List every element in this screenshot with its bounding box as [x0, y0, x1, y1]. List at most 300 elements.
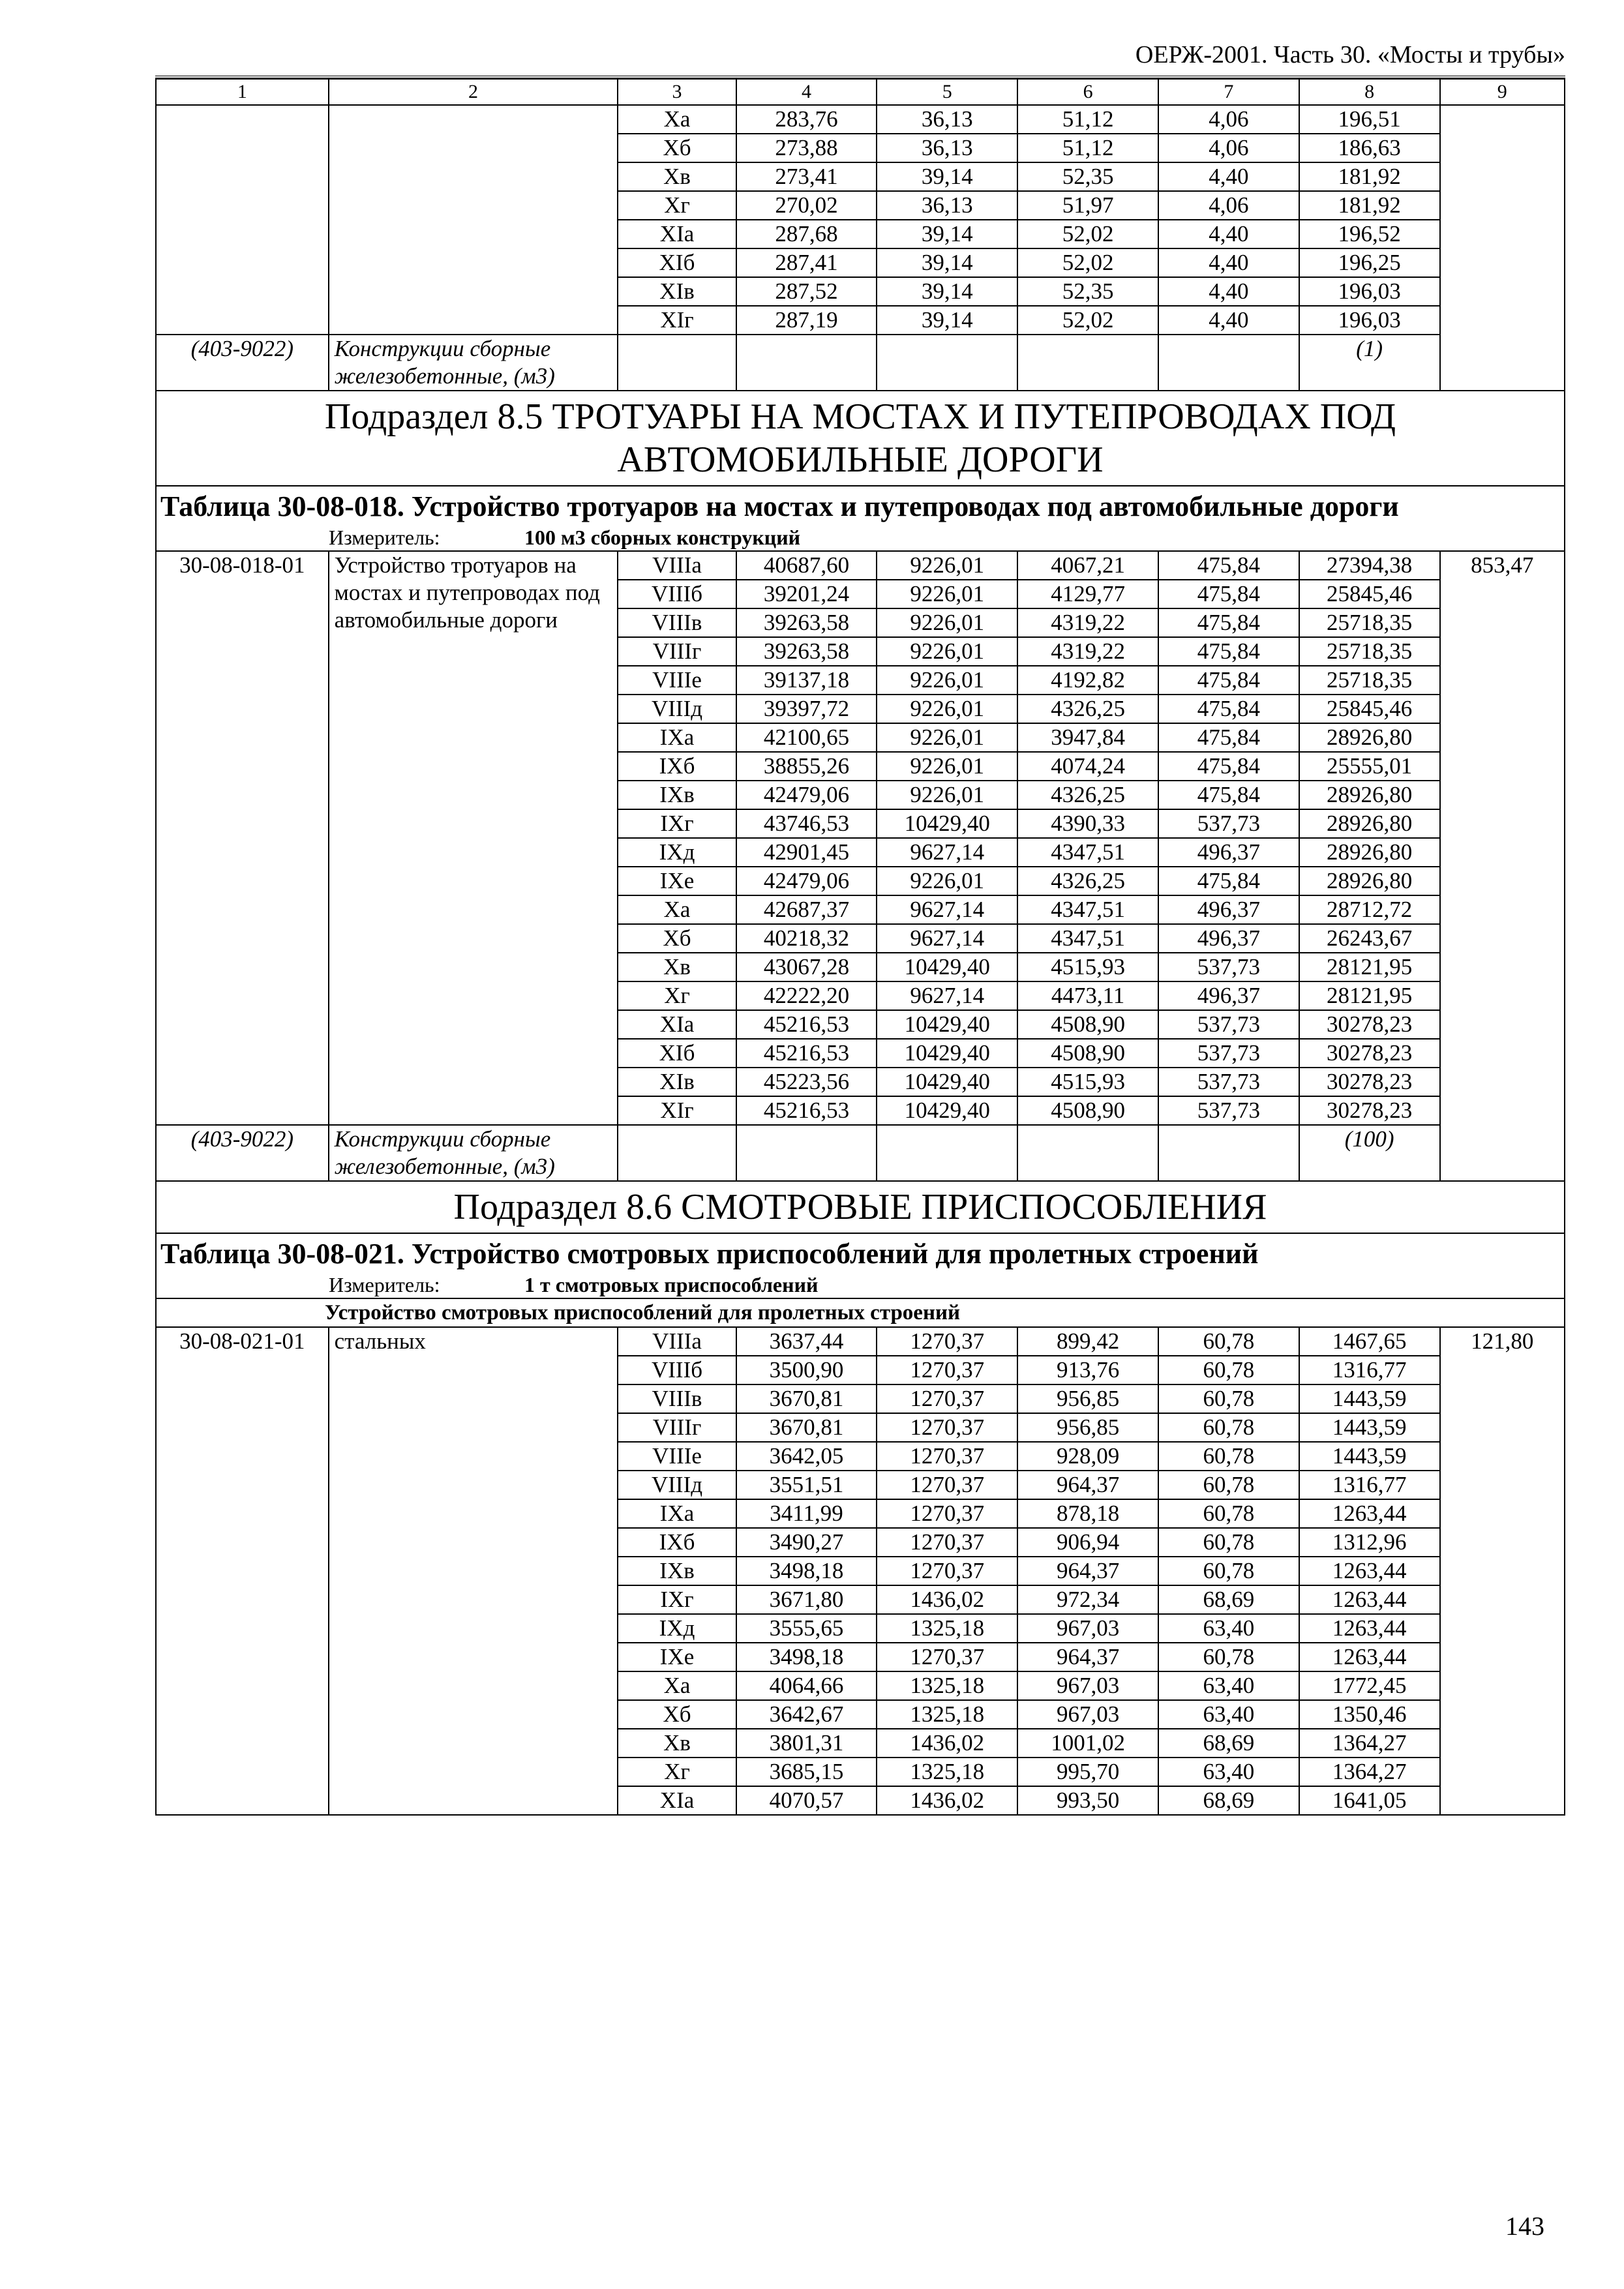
machine-operation-cell: 52,02 — [1017, 306, 1158, 335]
table-heading-30-08-021 — [156, 1233, 1565, 1298]
machine-operation-cell: 52,02 — [1017, 220, 1158, 248]
materials-cell: 1263,44 — [1299, 1585, 1440, 1614]
group-heading-row — [156, 1298, 1565, 1327]
total-cost-cell: 40218,32 — [736, 924, 877, 953]
machinist-wages-cell: 68,69 — [1158, 1585, 1299, 1614]
machine-operation-cell: 972,34 — [1017, 1585, 1158, 1614]
materials-cell: 25845,46 — [1299, 695, 1440, 723]
machinist-wages-cell: 537,73 — [1158, 1010, 1299, 1039]
resource-name: Конструкции сборные железобетонные, (м3) — [329, 1125, 618, 1181]
empty-cell — [877, 335, 1017, 391]
empty-cell — [877, 1125, 1017, 1181]
total-cost-cell: 273,88 — [736, 134, 877, 162]
materials-cell: 28926,80 — [1299, 867, 1440, 895]
wages-cell: 36,13 — [877, 105, 1017, 134]
wages-cell: 1270,37 — [877, 1499, 1017, 1528]
region-cell: Xв — [618, 953, 736, 981]
materials-cell: 28121,95 — [1299, 953, 1440, 981]
wages-cell: 9627,14 — [877, 895, 1017, 924]
materials-cell: 28926,80 — [1299, 809, 1440, 838]
region-cell: IXe — [618, 867, 736, 895]
resource-name: Конструкции сборные железобетонные, (м3) — [329, 335, 618, 391]
wages-cell: 39,14 — [877, 248, 1017, 277]
machine-operation-cell: 967,03 — [1017, 1700, 1158, 1729]
machinist-wages-cell: 4,06 — [1158, 105, 1299, 134]
table-heading-30-08-018 — [156, 486, 1565, 551]
wages-cell: 1325,18 — [877, 1614, 1017, 1643]
region-cell: VIIIa — [618, 551, 736, 580]
region-cell: IXг — [618, 809, 736, 838]
machine-operation-cell: 964,37 — [1017, 1643, 1158, 1671]
materials-cell: 25718,35 — [1299, 637, 1440, 666]
region-cell: Xв — [618, 162, 736, 191]
labor-cost: 853,47 — [1440, 551, 1565, 1181]
total-cost-cell: 45216,53 — [736, 1010, 877, 1039]
col-num-4: 4 — [736, 79, 877, 105]
total-cost-cell: 3642,05 — [736, 1442, 877, 1471]
empty-cell — [618, 1125, 736, 1181]
materials-cell: 1443,59 — [1299, 1384, 1440, 1413]
subsection-title-line-2: АВТОМОБИЛЬНЫЕ ДОРОГИ — [617, 440, 1104, 480]
materials-cell: 1443,59 — [1299, 1413, 1440, 1442]
table-row — [156, 1327, 1565, 1356]
materials-cell: 25718,35 — [1299, 608, 1440, 637]
total-cost-cell: 39137,18 — [736, 666, 877, 695]
table-row — [156, 551, 1565, 580]
measure-unit — [160, 1272, 1560, 1298]
wages-cell: 1270,37 — [877, 1327, 1017, 1356]
total-cost-cell: 42479,06 — [736, 867, 877, 895]
table-title-text: Таблица 30-08-018. Устройство тротуаров на мостах и путепроводах под автомобильные дороги — [160, 490, 1399, 522]
machinist-wages-cell: 60,78 — [1158, 1528, 1299, 1557]
materials-cell: 196,52 — [1299, 220, 1440, 248]
machine-operation-cell: 967,03 — [1017, 1671, 1158, 1700]
region-cell: Xб — [618, 134, 736, 162]
subsection-heading-8-5 — [156, 391, 1565, 486]
region-cell: Xг — [618, 981, 736, 1010]
region-cell: VIIIe — [618, 666, 736, 695]
subsection-heading-8-6 — [156, 1181, 1565, 1233]
wages-cell: 9226,01 — [877, 752, 1017, 781]
empty-cell — [1158, 335, 1299, 391]
total-cost-cell: 3490,27 — [736, 1528, 877, 1557]
wages-cell: 1270,37 — [877, 1413, 1017, 1442]
materials-cell: 30278,23 — [1299, 1010, 1440, 1039]
region-cell: VIIIб — [618, 580, 736, 608]
resource-row — [156, 1125, 1565, 1181]
total-cost-cell: 3498,18 — [736, 1643, 877, 1671]
machinist-wages-cell: 63,40 — [1158, 1671, 1299, 1700]
wages-cell: 1270,37 — [877, 1557, 1017, 1585]
machine-operation-cell: 51,97 — [1017, 191, 1158, 220]
machinist-wages-cell: 68,69 — [1158, 1786, 1299, 1815]
measure-label: Измеритель: — [329, 526, 440, 549]
wages-cell: 1270,37 — [877, 1643, 1017, 1671]
machine-operation-cell: 4326,25 — [1017, 781, 1158, 809]
region-cell: Xг — [618, 191, 736, 220]
total-cost-cell: 45223,56 — [736, 1068, 877, 1096]
running-header — [155, 38, 1565, 78]
machinist-wages-cell: 60,78 — [1158, 1557, 1299, 1585]
machinist-wages-cell: 475,84 — [1158, 637, 1299, 666]
materials-cell: 30278,23 — [1299, 1068, 1440, 1096]
wages-cell: 1325,18 — [877, 1700, 1017, 1729]
materials-cell: 30278,23 — [1299, 1096, 1440, 1125]
wages-cell: 39,14 — [877, 306, 1017, 335]
col-num-3: 3 — [618, 79, 736, 105]
materials-cell: 1443,59 — [1299, 1442, 1440, 1471]
machinist-wages-cell: 68,69 — [1158, 1729, 1299, 1758]
machine-operation-cell: 4515,93 — [1017, 1068, 1158, 1096]
machinist-wages-cell: 60,78 — [1158, 1442, 1299, 1471]
machine-operation-cell: 4129,77 — [1017, 580, 1158, 608]
total-cost-cell: 3551,51 — [736, 1471, 877, 1499]
wages-cell: 9226,01 — [877, 781, 1017, 809]
total-cost-cell: 4070,57 — [736, 1786, 877, 1815]
machine-operation-cell: 4326,25 — [1017, 695, 1158, 723]
machinist-wages-cell: 63,40 — [1158, 1700, 1299, 1729]
col-num-8: 8 — [1299, 79, 1440, 105]
machinist-wages-cell: 4,40 — [1158, 248, 1299, 277]
wages-cell: 36,13 — [877, 191, 1017, 220]
materials-cell: 25555,01 — [1299, 752, 1440, 781]
rate-code — [156, 105, 329, 335]
machinist-wages-cell: 475,84 — [1158, 723, 1299, 752]
table-row — [156, 105, 1565, 134]
machinist-wages-cell: 60,78 — [1158, 1643, 1299, 1671]
machine-operation-cell: 4508,90 — [1017, 1010, 1158, 1039]
machinist-wages-cell: 60,78 — [1158, 1499, 1299, 1528]
total-cost-cell: 39201,24 — [736, 580, 877, 608]
wages-cell: 1270,37 — [877, 1528, 1017, 1557]
total-cost-cell: 39263,58 — [736, 637, 877, 666]
total-cost-cell: 43067,28 — [736, 953, 877, 981]
machine-operation-cell: 4319,22 — [1017, 637, 1158, 666]
region-cell: XIв — [618, 1068, 736, 1096]
wages-cell: 1270,37 — [877, 1442, 1017, 1471]
materials-cell: 1316,77 — [1299, 1471, 1440, 1499]
region-cell: IXa — [618, 1499, 736, 1528]
region-cell: IXб — [618, 1528, 736, 1557]
machine-operation-cell: 899,42 — [1017, 1327, 1158, 1356]
region-cell: Xa — [618, 895, 736, 924]
materials-cell: 26243,67 — [1299, 924, 1440, 953]
machine-operation-cell: 4067,21 — [1017, 551, 1158, 580]
machinist-wages-cell: 475,84 — [1158, 580, 1299, 608]
region-cell: IXa — [618, 723, 736, 752]
machine-operation-cell: 52,35 — [1017, 162, 1158, 191]
wages-cell: 9226,01 — [877, 666, 1017, 695]
work-name: Устройство тротуаров на мостах и путепроводах под автомобильные дороги — [329, 551, 618, 1125]
total-cost-cell: 3670,81 — [736, 1384, 877, 1413]
total-cost-cell: 3555,65 — [736, 1614, 877, 1643]
machinist-wages-cell: 60,78 — [1158, 1327, 1299, 1356]
machinist-wages-cell: 496,37 — [1158, 924, 1299, 953]
materials-cell: 28926,80 — [1299, 723, 1440, 752]
machinist-wages-cell: 537,73 — [1158, 1068, 1299, 1096]
wages-cell: 9226,01 — [877, 551, 1017, 580]
empty-cell — [1017, 335, 1158, 391]
machinist-wages-cell: 475,84 — [1158, 551, 1299, 580]
subsection-title — [156, 1181, 1565, 1233]
wages-cell: 1325,18 — [877, 1671, 1017, 1700]
machinist-wages-cell: 496,37 — [1158, 981, 1299, 1010]
total-cost-cell: 287,19 — [736, 306, 877, 335]
region-cell: XIa — [618, 1010, 736, 1039]
page-number: 143 — [1505, 2211, 1544, 2241]
region-cell: IXб — [618, 752, 736, 781]
materials-cell: 30278,23 — [1299, 1039, 1440, 1068]
materials-cell: 28926,80 — [1299, 838, 1440, 867]
empty-cell — [736, 335, 877, 391]
machinist-wages-cell: 63,40 — [1158, 1614, 1299, 1643]
total-cost-cell: 42901,45 — [736, 838, 877, 867]
group-heading: Устройство смотровых приспособлений для пролетных строений — [156, 1298, 1565, 1327]
region-cell: Xв — [618, 1729, 736, 1758]
total-cost-cell: 45216,53 — [736, 1039, 877, 1068]
subsection-title-line-1: Подраздел 8.6 СМОТРОВЫЕ ПРИСПОСОБЛЕНИЯ — [453, 1187, 1267, 1227]
region-cell: XIв — [618, 277, 736, 306]
machine-operation-cell: 4074,24 — [1017, 752, 1158, 781]
total-cost-cell: 39263,58 — [736, 608, 877, 637]
table-title-text: Таблица 30-08-021. Устройство смотровых приспособлений для пролетных строений — [160, 1238, 1259, 1270]
materials-cell: 1641,05 — [1299, 1786, 1440, 1815]
total-cost-cell: 42100,65 — [736, 723, 877, 752]
total-cost-cell: 283,76 — [736, 105, 877, 134]
total-cost-cell: 4064,66 — [736, 1671, 877, 1700]
total-cost-cell: 3685,15 — [736, 1758, 877, 1786]
wages-cell: 39,14 — [877, 162, 1017, 191]
machinist-wages-cell: 60,78 — [1158, 1413, 1299, 1442]
total-cost-cell: 42479,06 — [736, 781, 877, 809]
materials-cell: 27394,38 — [1299, 551, 1440, 580]
machine-operation-cell: 52,02 — [1017, 248, 1158, 277]
machine-operation-cell: 4347,51 — [1017, 895, 1158, 924]
machine-operation-cell: 3947,84 — [1017, 723, 1158, 752]
materials-cell: 196,03 — [1299, 277, 1440, 306]
machine-operation-cell: 928,09 — [1017, 1442, 1158, 1471]
machine-operation-cell: 967,03 — [1017, 1614, 1158, 1643]
machine-operation-cell: 964,37 — [1017, 1471, 1158, 1499]
wages-cell: 39,14 — [877, 220, 1017, 248]
machinist-wages-cell: 475,84 — [1158, 867, 1299, 895]
materials-cell: 196,03 — [1299, 306, 1440, 335]
empty-cell — [1158, 1125, 1299, 1181]
machine-operation-cell: 964,37 — [1017, 1557, 1158, 1585]
machine-operation-cell: 4515,93 — [1017, 953, 1158, 981]
resource-code: (403-9022) — [156, 335, 329, 391]
machinist-wages-cell: 475,84 — [1158, 781, 1299, 809]
machine-operation-cell: 993,50 — [1017, 1786, 1158, 1815]
measure-label: Измеритель: — [329, 1273, 440, 1296]
table-title — [156, 486, 1565, 551]
materials-cell: 28121,95 — [1299, 981, 1440, 1010]
machinist-wages-cell: 475,84 — [1158, 695, 1299, 723]
total-cost-cell: 45216,53 — [736, 1096, 877, 1125]
subsection-title-line-1: Подраздел 8.5 ТРОТУАРЫ НА МОСТАХ И ПУТЕПРОВОДАХ ПОД — [324, 396, 1396, 437]
total-cost-cell: 3498,18 — [736, 1557, 877, 1585]
wages-cell: 9226,01 — [877, 695, 1017, 723]
machinist-wages-cell: 4,40 — [1158, 277, 1299, 306]
machinist-wages-cell: 475,84 — [1158, 752, 1299, 781]
machine-operation-cell: 4390,33 — [1017, 809, 1158, 838]
region-cell: Xa — [618, 1671, 736, 1700]
region-cell: VIIIe — [618, 1442, 736, 1471]
machine-operation-cell: 51,12 — [1017, 105, 1158, 134]
machinist-wages-cell: 4,40 — [1158, 220, 1299, 248]
materials-cell: 1316,77 — [1299, 1356, 1440, 1384]
machinist-wages-cell: 537,73 — [1158, 1096, 1299, 1125]
machine-operation-cell: 913,76 — [1017, 1356, 1158, 1384]
col-num-7: 7 — [1158, 79, 1299, 105]
materials-cell: 25845,46 — [1299, 580, 1440, 608]
region-cell: IXв — [618, 781, 736, 809]
machinist-wages-cell: 537,73 — [1158, 953, 1299, 981]
total-cost-cell: 42222,20 — [736, 981, 877, 1010]
resource-code: (403-9022) — [156, 1125, 329, 1181]
wages-cell: 10429,40 — [877, 1068, 1017, 1096]
wages-cell: 1436,02 — [877, 1729, 1017, 1758]
materials-cell: 1467,65 — [1299, 1327, 1440, 1356]
labor-cost — [1440, 105, 1565, 391]
wages-cell: 1325,18 — [877, 1758, 1017, 1786]
wages-cell: 36,13 — [877, 134, 1017, 162]
column-numbers-row — [156, 79, 1565, 105]
region-cell: VIIIд — [618, 695, 736, 723]
materials-cell: 1312,96 — [1299, 1528, 1440, 1557]
region-cell: XIг — [618, 306, 736, 335]
machinist-wages-cell: 60,78 — [1158, 1384, 1299, 1413]
wages-cell: 10429,40 — [877, 809, 1017, 838]
total-cost-cell: 3642,67 — [736, 1700, 877, 1729]
rates-table — [155, 78, 1565, 1816]
region-cell: VIIIг — [618, 637, 736, 666]
machine-operation-cell: 878,18 — [1017, 1499, 1158, 1528]
wages-cell: 9226,01 — [877, 637, 1017, 666]
header-title: ОЕРЖ-2001. Часть 30. «Мосты и трубы» — [1135, 41, 1565, 68]
wages-cell: 1270,37 — [877, 1471, 1017, 1499]
materials-cell: 25718,35 — [1299, 666, 1440, 695]
total-cost-cell: 270,02 — [736, 191, 877, 220]
col-num-9: 9 — [1440, 79, 1565, 105]
rate-code: 30-08-018-01 — [156, 551, 329, 1125]
wages-cell: 1436,02 — [877, 1585, 1017, 1614]
wages-cell: 1270,37 — [877, 1384, 1017, 1413]
region-cell: VIIIг — [618, 1413, 736, 1442]
col-num-6: 6 — [1017, 79, 1158, 105]
machine-operation-cell: 4319,22 — [1017, 608, 1158, 637]
wages-cell: 1270,37 — [877, 1356, 1017, 1384]
region-cell: XIa — [618, 220, 736, 248]
wages-cell: 10429,40 — [877, 1039, 1017, 1068]
wages-cell: 9627,14 — [877, 924, 1017, 953]
region-cell: Xб — [618, 924, 736, 953]
measure-unit — [160, 524, 1560, 550]
materials-cell: 1263,44 — [1299, 1557, 1440, 1585]
measure-value: 100 м3 сборных конструкций — [524, 526, 801, 549]
machine-operation-cell: 51,12 — [1017, 134, 1158, 162]
machinist-wages-cell: 4,06 — [1158, 134, 1299, 162]
wages-cell: 9226,01 — [877, 580, 1017, 608]
rate-code: 30-08-021-01 — [156, 1327, 329, 1815]
region-cell: Xг — [618, 1758, 736, 1786]
region-cell: VIIIв — [618, 608, 736, 637]
wages-cell: 9226,01 — [877, 723, 1017, 752]
col-num-5: 5 — [877, 79, 1017, 105]
materials-cell: 1772,45 — [1299, 1671, 1440, 1700]
machinist-wages-cell: 4,40 — [1158, 162, 1299, 191]
wages-cell: 9627,14 — [877, 981, 1017, 1010]
materials-cell: 28926,80 — [1299, 781, 1440, 809]
work-name: стальных — [329, 1327, 618, 1815]
total-cost-cell: 3411,99 — [736, 1499, 877, 1528]
machine-operation-cell: 956,85 — [1017, 1384, 1158, 1413]
total-cost-cell: 42687,37 — [736, 895, 877, 924]
machinist-wages-cell: 496,37 — [1158, 895, 1299, 924]
resource-row — [156, 335, 1565, 391]
machine-operation-cell: 956,85 — [1017, 1413, 1158, 1442]
measure-value: 1 т смотровых приспособлений — [524, 1273, 819, 1296]
materials-cell: 1263,44 — [1299, 1643, 1440, 1671]
total-cost-cell: 3637,44 — [736, 1327, 877, 1356]
wages-cell: 10429,40 — [877, 953, 1017, 981]
total-cost-cell: 273,41 — [736, 162, 877, 191]
machine-operation-cell: 4347,51 — [1017, 838, 1158, 867]
machine-operation-cell: 4508,90 — [1017, 1039, 1158, 1068]
materials-cell: 1263,44 — [1299, 1614, 1440, 1643]
total-cost-cell: 287,41 — [736, 248, 877, 277]
region-cell: VIIIд — [618, 1471, 736, 1499]
wages-cell: 1436,02 — [877, 1786, 1017, 1815]
machine-operation-cell: 4508,90 — [1017, 1096, 1158, 1125]
region-cell: XIб — [618, 1039, 736, 1068]
materials-cell: 181,92 — [1299, 191, 1440, 220]
region-cell: IXe — [618, 1643, 736, 1671]
region-cell: XIг — [618, 1096, 736, 1125]
empty-cell — [618, 335, 736, 391]
machine-operation-cell: 52,35 — [1017, 277, 1158, 306]
region-cell: IXд — [618, 1614, 736, 1643]
machine-operation-cell: 4192,82 — [1017, 666, 1158, 695]
materials-cell: 186,63 — [1299, 134, 1440, 162]
table-title — [156, 1233, 1565, 1298]
total-cost-cell: 287,52 — [736, 277, 877, 306]
wages-cell: 10429,40 — [877, 1096, 1017, 1125]
region-cell: Xб — [618, 1700, 736, 1729]
region-cell: XIб — [618, 248, 736, 277]
materials-cell: 1364,27 — [1299, 1729, 1440, 1758]
resource-qty: (100) — [1299, 1125, 1440, 1181]
empty-cell — [736, 1125, 877, 1181]
machinist-wages-cell: 60,78 — [1158, 1356, 1299, 1384]
region-cell: XIa — [618, 1786, 736, 1815]
machinist-wages-cell: 475,84 — [1158, 666, 1299, 695]
wages-cell: 9226,01 — [877, 867, 1017, 895]
materials-cell: 1263,44 — [1299, 1499, 1440, 1528]
machinist-wages-cell: 4,40 — [1158, 306, 1299, 335]
machinist-wages-cell: 537,73 — [1158, 1039, 1299, 1068]
labor-cost: 121,80 — [1440, 1327, 1565, 1815]
total-cost-cell: 3670,81 — [736, 1413, 877, 1442]
machine-operation-cell: 4326,25 — [1017, 867, 1158, 895]
machinist-wages-cell: 475,84 — [1158, 608, 1299, 637]
machine-operation-cell: 4347,51 — [1017, 924, 1158, 953]
wages-cell: 9226,01 — [877, 608, 1017, 637]
machinist-wages-cell: 496,37 — [1158, 838, 1299, 867]
machine-operation-cell: 995,70 — [1017, 1758, 1158, 1786]
machine-operation-cell: 906,94 — [1017, 1528, 1158, 1557]
total-cost-cell: 40687,60 — [736, 551, 877, 580]
